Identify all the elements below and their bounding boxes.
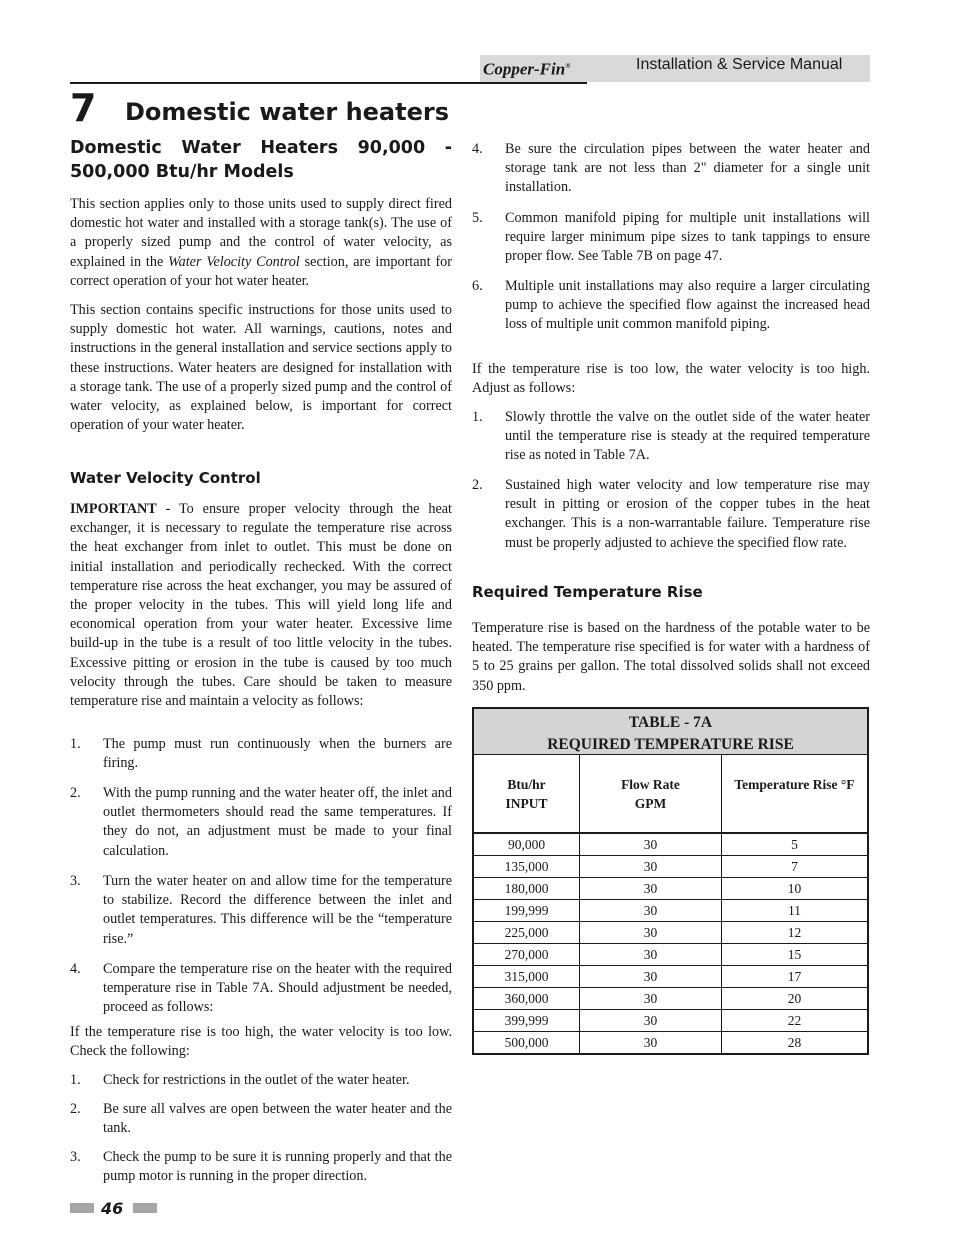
footer-bar-right (133, 1203, 157, 1213)
table-row: 270,000 30 15 (474, 944, 867, 966)
brand-name: Copper-Fin® (483, 59, 571, 79)
intro-paragraph-2: This section contains specific instructions for those units used to supply domestic hot water. All warnings, cautions, notes and instructions in the general installation and service sections apply to these instructions. Water heaters are designed for installation with a storage tank. The use of a properly sized pump and the control of water velocity, as explained below, is important for correct operation of your water heater. (70, 302, 452, 434)
too-low-intro: If the temperature rise is too low, the water velocity is too high. Adjust as follows: (472, 361, 870, 397)
velocity-heading: Water Velocity Control (70, 469, 261, 487)
list-item: 2. With the pump running and the water heater off, the inlet and outlet thermometers should read the same temperatures. If they do not, an adjustment must be made to your final calculation. (70, 785, 452, 859)
required-paragraph: Temperature rise is based on the hardness of the potable water to be heated. The temperature rise specified is for water with a hardness of 5 to 25 grains per gallon. The total dissolved solids shall not exceed 350 ppm. (472, 620, 870, 694)
list-item: 1. The pump must run continuously when the burners are firing. (70, 736, 452, 772)
table-grid (474, 755, 867, 1053)
list-item: 5. Common manifold piping for multiple unit installations will require larger minimum pipe sizes to tank tappings to ensure proper flow. See Table 7B on page 47. (472, 210, 870, 265)
temperature-rise-table (472, 707, 869, 1055)
required-heading: Required Temperature Rise (472, 583, 703, 601)
list-item: 2. Sustained high water velocity and low temperature rise may result in pitting or erosion of the copper tubes in the heat exchanger. This is a non-warrantable failure. Temperature rise must be properly adjusted to achieve the specified flow rate. (472, 477, 870, 551)
list-item: 1. Check for restrictions in the outlet of the water heater. (70, 1072, 410, 1088)
table-caption: TABLE - 7A REQUIRED TEMPERATURE RISE (474, 709, 867, 755)
column-header-flow: Flow Rate GPM (580, 755, 722, 833)
page-number: 46 (101, 1199, 124, 1218)
table-row: 315,000 30 17 (474, 966, 867, 988)
table-row: 500,000 30 28 (474, 1032, 867, 1054)
table-row: 135,000 30 7 (474, 856, 867, 878)
important-paragraph: IMPORTANT - To ensure proper velocity through the heat exchanger, it is necessary to regulate the temperature rise across the heat exchanger from inlet to outlet. This must be done on initial installation and periodically rechecked. With the correct temperature rise across the heat exchanger, you may be assured of the proper velocity in the tubes. This will yield long life and economical operation from your water heater. Excessive lime build-up in the tube is a result of too little velocity in the tubes. Excessive pitting or erosion in the tube is caused by too much velocity through the tubes. Care should be taken to measure temperature rise and maintain a velocity as follows: (70, 501, 452, 710)
list-item: 4. Be sure the circulation pipes between the water heater and storage tank are not less than 2" diameter for a single unit installation. (472, 141, 870, 196)
list-item: 2. Be sure all valves are open between the water heater and the tank. (70, 1101, 452, 1137)
list-item: 3. Check the pump to be sure it is running properly and that the pump motor is running in the proper direction. (70, 1149, 452, 1185)
list-item: 1. Slowly throttle the valve on the outlet side of the water heater until the temperature rise is steady at the required temperature rise as noted in Table 7A. (472, 409, 870, 464)
table-row: 399,999 30 22 (474, 1010, 867, 1032)
header-rule (70, 82, 587, 84)
section-title: Domestic Water Heaters 90,000 - 500,000 Btu/hr Models (70, 138, 452, 182)
table-row: 180,000 30 10 (474, 878, 867, 900)
table-row: 360,000 30 20 (474, 988, 867, 1010)
footer-bar-left (70, 1203, 94, 1213)
list-item: 6. Multiple unit installations may also require a larger circulating pump to achieve the specified flow against the increased head loss of multiple unit common manifold piping. (472, 278, 870, 333)
chapter-title: Domestic water heaters (125, 98, 449, 126)
column-header-temp-rise: Temperature Rise °F (722, 755, 868, 833)
list-item: 3. Turn the water heater on and allow time for the temperature to stabilize. Record the difference between the inlet and outlet temperatures. This difference will be the “temperature rise.” (70, 873, 452, 947)
table-row: 199,999 30 11 (474, 900, 867, 922)
manual-title: Installation & Service Manual (636, 56, 843, 73)
chapter-number: 7 (70, 86, 97, 130)
intro-paragraph-1: This section applies only to those units used to supply direct fired domestic hot water and installed with a storage tank(s). The use of a properly sized pump and the control of water velocity, as explained in the Water Velocity Control section, are important for correct operation of your hot water heater. (70, 196, 452, 289)
table-row: 90,000 30 5 (474, 833, 867, 856)
too-high-intro: If the temperature rise is too high, the water velocity is too low. Check the following: (70, 1024, 452, 1060)
list-item: 4. Compare the temperature rise on the heater with the required temperature rise in Table 7A. Should adjustment be needed, proceed as follows: (70, 961, 452, 1016)
table-row: 225,000 30 12 (474, 922, 867, 944)
column-header-input: Btu/hr INPUT (474, 755, 580, 833)
